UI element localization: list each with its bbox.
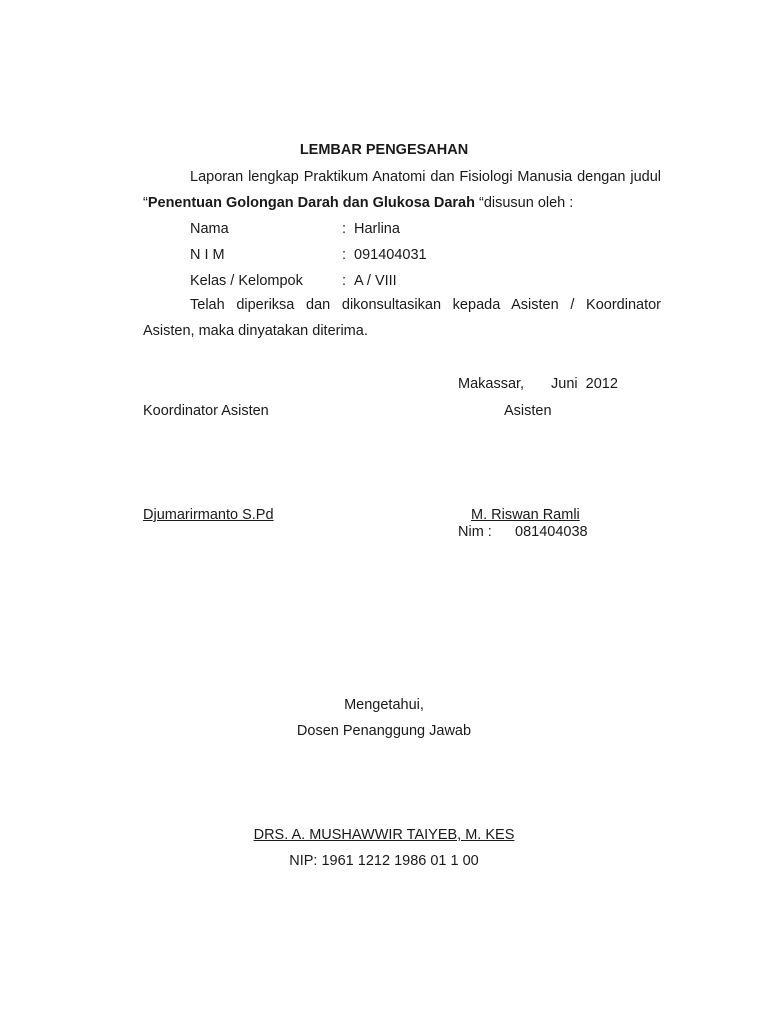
field-value-kelas: A / VIII — [354, 273, 397, 289]
intro-text-1: Laporan lengkap Praktikum Anatomi dan Fisiologi Manusia dengan judul “ — [143, 169, 661, 211]
field-separator: : — [342, 221, 347, 237]
coordinator-name: Djumarirmanto S.Pd — [143, 507, 274, 523]
field-label-kelas: Kelas / Kelompok — [190, 273, 303, 289]
coordinator-role: Koordinator Asisten — [143, 403, 269, 419]
approval-role: Dosen Penanggung Jawab — [296, 723, 472, 739]
field-value-nama: Harlina — [354, 221, 400, 237]
assistant-nim-label: Nim : — [458, 524, 492, 540]
lecturer-nip: NIP: 1961 1212 1986 01 1 00 — [289, 853, 479, 869]
document-title: LEMBAR PENGESAHAN — [299, 142, 469, 158]
assistant-name: M. Riswan Ramli — [471, 507, 580, 523]
intro-text-2: “disusun oleh : — [474, 195, 574, 211]
field-separator: : — [342, 273, 347, 289]
approval-knowing: Mengetahui, — [344, 697, 424, 713]
place-date: Juni 2012 — [551, 376, 618, 392]
assistant-nim: 081404038 — [515, 524, 588, 540]
place-city: Makassar, — [458, 376, 525, 392]
field-label-nama: Nama — [190, 221, 229, 237]
lecturer-name-wrap — [0, 827, 768, 843]
assistant-role: Asisten — [504, 403, 552, 419]
report-title: Penentuan Golongan Darah dan Glukosa Darah — [147, 195, 475, 211]
lecturer-name: DRS. A. MUSHAWWIR TAIYEB, M. KES — [253, 827, 515, 843]
field-label-nim: N I M — [190, 247, 225, 263]
field-separator: : — [342, 247, 347, 263]
intro-paragraph — [143, 164, 661, 216]
verification-paragraph: Telah diperiksa dan dikonsultasikan kepada Asisten / Koordinator Asisten, maka dinyatakan diterima. — [143, 297, 661, 339]
field-value-nim: 091404031 — [354, 247, 427, 263]
